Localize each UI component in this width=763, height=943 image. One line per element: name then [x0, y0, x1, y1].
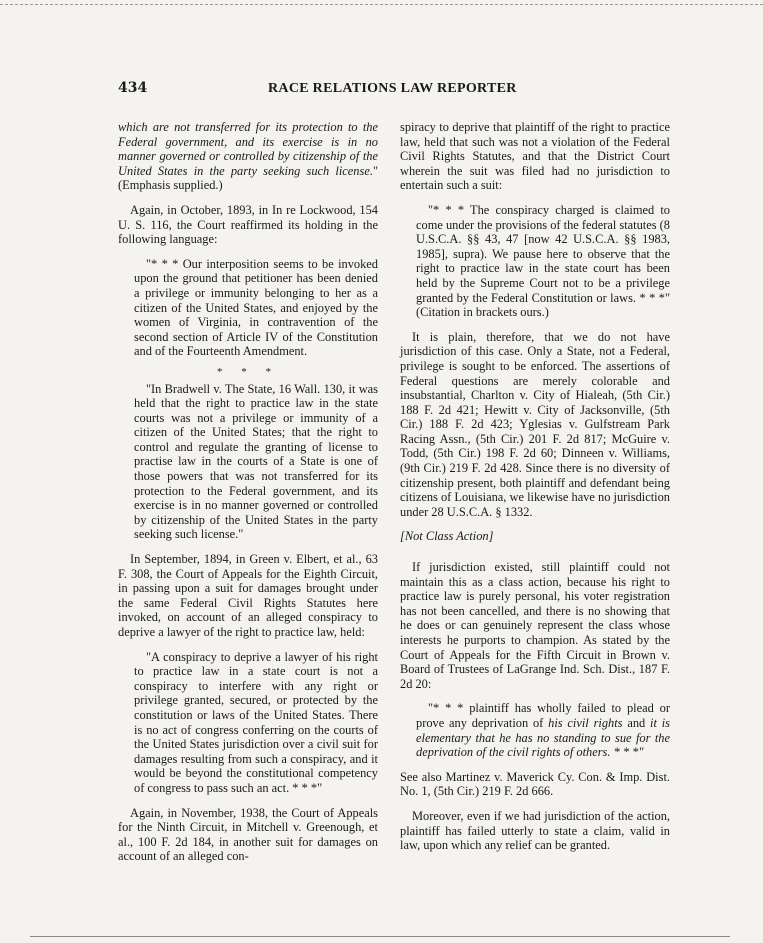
bradwell-quote: "In Bradwell v. The State, 16 Wall. 130, it was held that the right to practice law in the state courts was not a privilege or immunity of a citizen of the United States; that the right to control and regulate the granting of license to practise law in the courts of a State is one of those powers that was not transferred for its protection to the Federal government, and its exercise is in no manner governed or controlled by citizenship of the United States in the party seeking such license."	[134, 381, 378, 542]
right-paragraph-5: Moreover, even if we had jurisdiction of the action, plaintiff has failed utterly to state a claim, valid in law, upon which any relief can be granted.	[400, 808, 670, 853]
left-paragraph-4: Again, in November, 1938, the Court of Appeals for the Ninth Circuit, in Mitchell v. Greenough, et al., 100 F. 2d 184, in another suit for damages on account of an alleged con-	[118, 805, 378, 864]
emphasis-note: " (Emphasis supplied.)	[118, 163, 378, 193]
emphasized-quote: which are not transferred for its protection to the Federal government, and its exercise is in no manner governed or controlled by citizenship of the United States in the party seeking such license.	[118, 120, 378, 178]
brown-quote	[400, 701, 670, 759]
right-paragraph-3: If jurisdiction existed, still plaintiff could not maintain this as a class action, because his right to practice law is purely personal, his voter registration has not been cancelled, and there is no showing that he does or can genuinely represent the class whose interests he purports to champion. As stated by the Court of Appeals for the Fifth Circuit in Brown v. Board of Trustees of LaGrange Ind. Sch. Dist., 187 F. 2d 20:	[400, 560, 670, 691]
ellipsis-separator: * * *	[217, 365, 279, 378]
lockwood-quote: "* * * Our interposition seems to be invoked upon the ground that petitioner has been denied a privilege or immunity belonging to her as a citizen of the United States, and enjoyed by the women of Virginia, in contravention of the second section of Article IV of the Constitution and of the Fourteenth Amendment.	[134, 256, 378, 359]
brown-quote-part-2: and	[622, 715, 651, 730]
page-number: 434	[118, 80, 148, 96]
green-quote: "A conspiracy to deprive a lawyer of his right to practice law in a state court is not a conspiracy to interfere with any right or privilege granted, secured, or protected by the constitution or laws of the United States. There is no act of congress conferring on the courts of the United States jurisdiction over a civil suit for damages resulting from such a conspiracy, and it would be beyond the constitutional competency of congress to pass such an act. * * *"	[134, 649, 378, 795]
running-title: RACE RELATIONS LAW REPORTER	[268, 81, 517, 96]
scan-edge-top	[0, 4, 763, 5]
section-heading: [Not Class Action]	[400, 529, 494, 544]
brown-quote-part-1: "* * * plaintiff has wholly failed to plead or prove any deprivation of	[416, 701, 670, 730]
left-paragraph-3: In September, 1894, in Green v. Elbert, et al., 63 F. 308, the Court of Appeals for the Eighth Circuit, in passing upon a suit for damages brought under the same Federal Civil Rights Statutes here invoked, on account of an alleged conspiracy to deprive a lawyer of the right to practice law, held:	[118, 552, 378, 639]
right-paragraph-4: See also Martinez v. Maverick Cy. Con. & Imp. Dist. No. 1, (5th Cir.) 219 F. 2d 666.	[400, 769, 670, 799]
left-paragraph-1	[118, 120, 378, 193]
brown-quote-italic-2: it is elementary that he has no standing to sue for the deprivation of the civil rights of others. * * *"	[416, 715, 671, 760]
right-paragraph-1: spiracy to deprive that plaintiff of the right to practice law, held that such was not a violation of the Federal Civil Rights Statutes, and that the District Court wherein the suit was filed had no jurisdiction to entertain such a suit:	[400, 120, 670, 193]
right-paragraph-2: It is plain, therefore, that we do not have jurisdiction of this case. Only a State, not a Federal, privilege is sought to be enforced. The assertions of Federal questions are merely colorable and insubstantial, Charlton v. City of Hialeah, (5th Cir.) 188 F. 2d 421; Hewitt v. City of Jacksonville, (5th Cir.) 188 F. 2d 423; Yglesias v. Gulfstream Park Racing Assn., (5th Cir.) 201 F. 2d 817; McGuire v. Todd, (5th Cir.) 198 F. 2d 60; Dinneen v. Williams, (9th Cir.) 219 F. 2d 428. Since there is no diversity of citizenship present, both plaintiff and defendant being citizens of Louisiana, we likewise have no jurisdiction under 28 U.S.C.A. § 1332.	[400, 329, 670, 519]
left-column	[118, 120, 378, 874]
mitchell-quote: "* * * The conspiracy charged is claimed to come under the provisions of the federal statutes (8 U.S.C.A. §§ 43, 47 [now 42 U.S.C.A. §§ 1983, 1985], supra). We pause here to observe that the right to practice law in the state court has been held by the Supreme Court not to be a privilege granted by the Federal Constitution or laws. * * *" (Citation in brackets ours.)	[416, 202, 670, 320]
page-header	[118, 78, 678, 100]
scan-edge-bottom	[30, 936, 730, 937]
right-column	[400, 120, 670, 863]
left-paragraph-2: Again, in October, 1893, in In re Lockwood, 154 U. S. 116, the Court reaffirmed its holding in the following language:	[118, 202, 378, 247]
brown-quote-italic-1: his civil rights	[548, 715, 623, 730]
